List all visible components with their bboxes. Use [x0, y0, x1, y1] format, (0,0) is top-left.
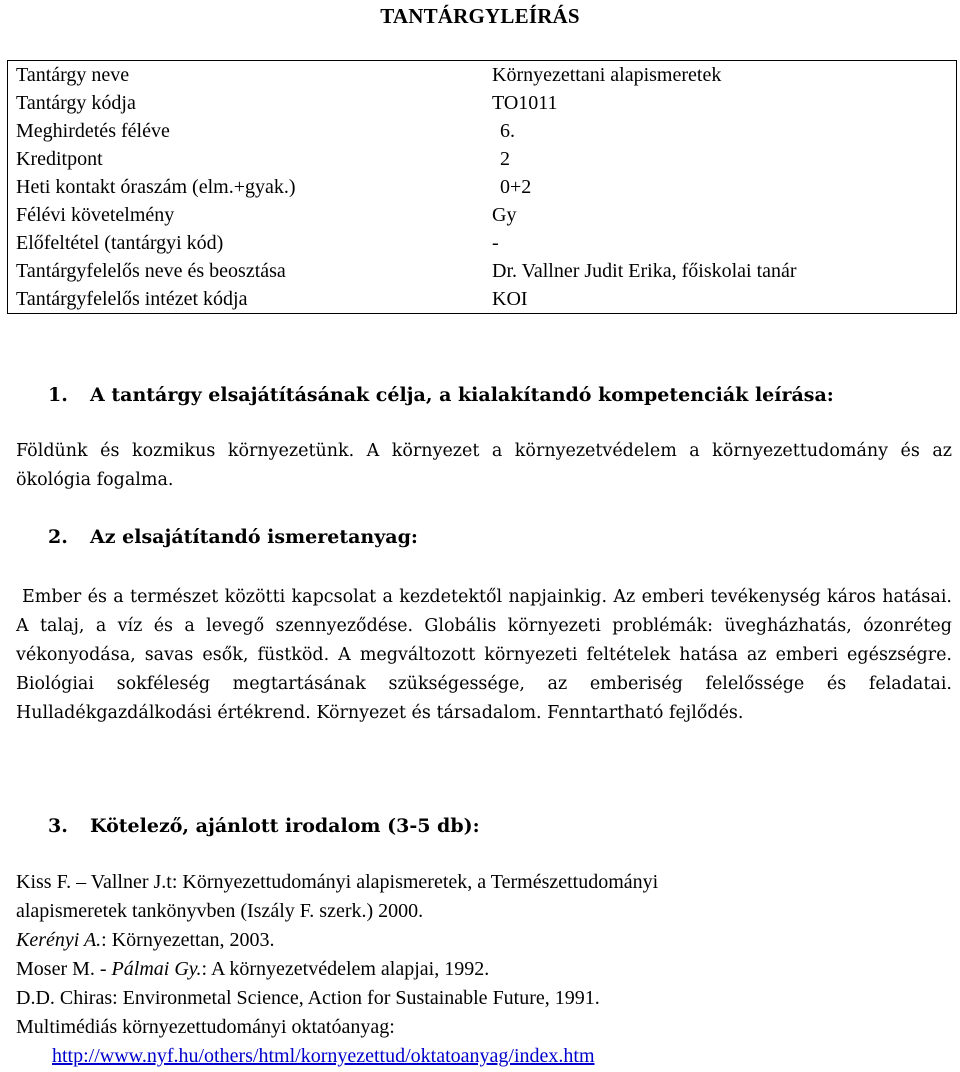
row-label: Előfeltétel (tantárgyi kód) — [16, 232, 224, 254]
reference-list — [16, 868, 952, 1071]
page-title: TANTÁRGYLEÍRÁS — [380, 4, 580, 28]
section-3-heading — [48, 815, 480, 837]
section-number: 1. — [48, 384, 68, 406]
section-2-heading — [48, 526, 418, 548]
row-label: Meghirdetés féléve — [16, 120, 170, 142]
reference-author: Kerényi A. — [16, 929, 102, 951]
reference-author: Pálmai Gy. — [111, 958, 202, 980]
course-info-table — [7, 60, 957, 314]
table-row — [8, 285, 956, 313]
row-value: 2 — [500, 148, 510, 170]
section-title: A tantárgy elsajátításának célja, a kialakítandó kompetenciák leírása: — [90, 384, 834, 406]
row-value: 0+2 — [500, 176, 532, 198]
table-row — [8, 229, 956, 257]
reference-item: D.D. Chiras: Environmetal Science, Action for Sustainable Future, 1991. — [16, 987, 600, 1009]
section-1-heading — [48, 384, 834, 406]
reference-item: Multimédiás környezettudományi oktatóanyag: — [16, 1016, 395, 1038]
row-value: Környezettani alapismeretek — [492, 64, 722, 86]
table-row — [8, 257, 956, 285]
row-value: KOI — [492, 288, 528, 310]
table-row — [8, 89, 956, 117]
row-label: Kreditpont — [16, 148, 103, 170]
table-row — [8, 145, 956, 173]
section-number: 2. — [48, 526, 68, 548]
row-label: Tantárgy neve — [16, 64, 130, 86]
row-value: TO1011 — [492, 92, 558, 114]
table-row — [8, 61, 956, 89]
section-number: 3. — [48, 815, 68, 837]
section-title: Kötelező, ajánlott irodalom (3-5 db): — [90, 815, 480, 837]
reference-author: Moser M. - — [16, 958, 112, 980]
row-value: Dr. Vallner Judit Erika, főiskolai tanár — [492, 260, 797, 282]
row-label: Félévi követelmény — [16, 204, 175, 226]
row-label: Tantárgyfelelős intézet kódja — [16, 288, 248, 310]
row-label: Tantárgy kódja — [16, 92, 136, 114]
row-value: - — [492, 232, 499, 254]
row-value: 6. — [500, 120, 515, 142]
table-row — [8, 173, 956, 201]
row-label: Tantárgyfelelős neve és beosztása — [16, 260, 286, 282]
reference-item: alapismeretek tankönyvben (Iszály F. szerk.) 2000. — [16, 900, 424, 922]
row-value: Gy — [492, 204, 517, 226]
table-row — [8, 201, 956, 229]
reference-item — [16, 926, 952, 955]
reference-title: : A környezetvédelem alapjai, 1992. — [201, 958, 490, 980]
reference-title: : Környezettan, 2003. — [101, 929, 275, 951]
section-1-text: Földünk és kozmikus környezetünk. A környezet a környezetvédelem a környezettudomány és az ökológia fogalma. — [16, 441, 952, 490]
section-2-text: Ember és a természet közötti kapcsolat a kezdetektől napjainkig. Az emberi tevékenység káros hatásai. A talaj, a víz és a levegő szennyeződése. Globális környezeti problémák: üvegházhatás, ózonréteg vékonyodása, savas esők, füstköd. A megváltozott környezeti feltételek hatása az emberi egészségre. Biológiai sokféleség megtartásának szükségessége, az emberiség felelőssége és feladatai. Hulladékgazdálkodási értékrend. Környezet és társadalom. Fenntartható fejlődés. — [16, 587, 952, 723]
reference-item — [16, 955, 952, 984]
row-label: Heti kontakt óraszám (elm.+gyak.) — [16, 176, 296, 198]
reference-link[interactable]: http://www.nyf.hu/others/html/kornyezettud/oktatoanyag/index.htm — [52, 1045, 595, 1067]
table-row — [8, 117, 956, 145]
reference-item: Kiss F. – Vallner J.t: Környezettudományi alapismeretek, a Természettudományi — [16, 871, 659, 893]
reference-item — [16, 1042, 952, 1071]
section-title: Az elsajátítandó ismeretanyag: — [90, 526, 418, 548]
